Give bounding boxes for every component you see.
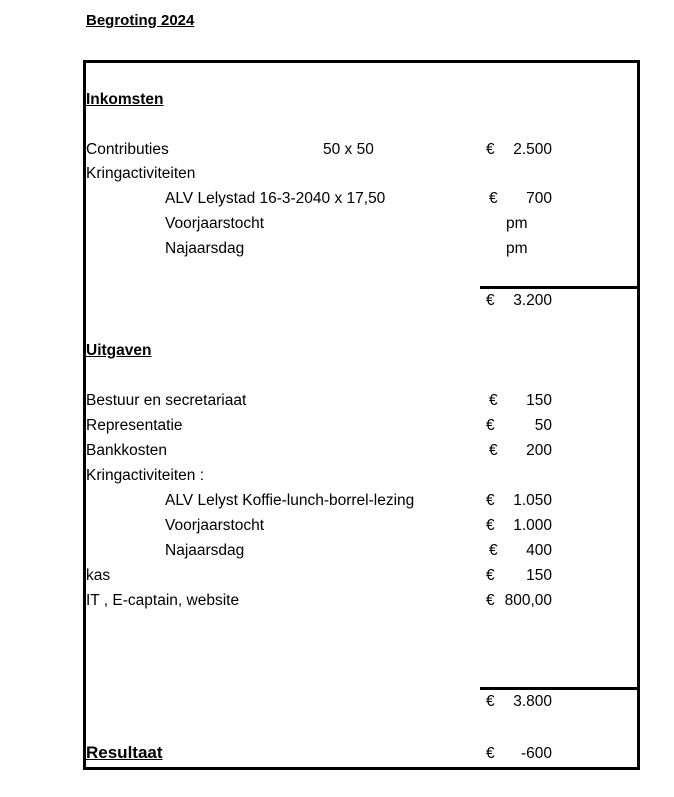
income-voorjaar-label: Voorjaarstocht bbox=[165, 215, 265, 232]
expense-bankkosten-amount: 200 bbox=[526, 442, 552, 459]
expense-voorjaar-label: Voorjaarstocht bbox=[165, 517, 265, 534]
currency-symbol: € bbox=[486, 292, 495, 309]
document-title: Begroting 2024 bbox=[86, 12, 195, 29]
income-heading: Inkomsten bbox=[86, 91, 164, 108]
result-label: Resultaat bbox=[86, 743, 163, 762]
expenses-total-rule bbox=[480, 687, 638, 690]
income-alv-amount: 700 bbox=[526, 190, 552, 207]
income-voorjaar-amount: pm bbox=[506, 215, 528, 232]
result-amount: -600 bbox=[520, 745, 552, 762]
expense-it-label: IT , E-captain, website bbox=[86, 592, 240, 609]
expense-alv-amount: 1.050 bbox=[513, 492, 552, 509]
currency-symbol: € bbox=[489, 542, 498, 559]
income-contributies-amount: 2.500 bbox=[513, 141, 552, 158]
currency-symbol: € bbox=[486, 592, 495, 609]
currency-symbol: € bbox=[486, 745, 495, 762]
expenses-heading: Uitgaven bbox=[86, 342, 152, 359]
expense-voorjaar-amount: 1.000 bbox=[513, 517, 552, 534]
currency-symbol: € bbox=[486, 517, 495, 534]
income-najaar-amount: pm bbox=[506, 240, 528, 257]
expenses-total-amount: 3.800 bbox=[513, 693, 552, 710]
expense-najaar-amount: 400 bbox=[526, 542, 552, 559]
currency-symbol: € bbox=[486, 492, 495, 509]
currency-symbol: € bbox=[489, 392, 498, 409]
income-contributies-calc: 50 x 50 bbox=[323, 141, 374, 158]
expense-najaar-label: Najaarsdag bbox=[165, 542, 245, 559]
income-total-amount: 3.200 bbox=[513, 292, 552, 309]
income-najaar-label: Najaarsdag bbox=[165, 240, 245, 257]
expense-representatie-label: Representatie bbox=[86, 417, 183, 434]
expense-it-amount: 800,00 bbox=[504, 592, 552, 609]
income-kring-label: Kringactiviteiten bbox=[86, 165, 196, 182]
expense-kas-amount: 150 bbox=[526, 567, 552, 584]
expense-kring-label: Kringactiviteiten : bbox=[86, 467, 205, 484]
income-total-rule bbox=[480, 286, 638, 289]
expense-representatie-amount: 50 bbox=[534, 417, 552, 434]
income-alv-label: ALV Lelystad 16-3-2040 x 17,50 bbox=[165, 190, 386, 207]
currency-symbol: € bbox=[489, 442, 498, 459]
expense-kas-label: kas bbox=[86, 567, 111, 584]
currency-symbol: € bbox=[486, 417, 495, 434]
currency-symbol: € bbox=[486, 693, 495, 710]
expense-bestuur-label: Bestuur en secretariaat bbox=[86, 392, 247, 409]
expense-alv-label: ALV Lelyst Koffie-lunch-borrel-lezing bbox=[165, 492, 415, 509]
currency-symbol: € bbox=[486, 567, 495, 584]
expense-bestuur-amount: 150 bbox=[526, 392, 552, 409]
expense-bankkosten-label: Bankkosten bbox=[86, 442, 167, 459]
income-contributies-label: Contributies bbox=[86, 141, 169, 158]
currency-symbol: € bbox=[486, 141, 495, 158]
currency-symbol: € bbox=[489, 190, 498, 207]
